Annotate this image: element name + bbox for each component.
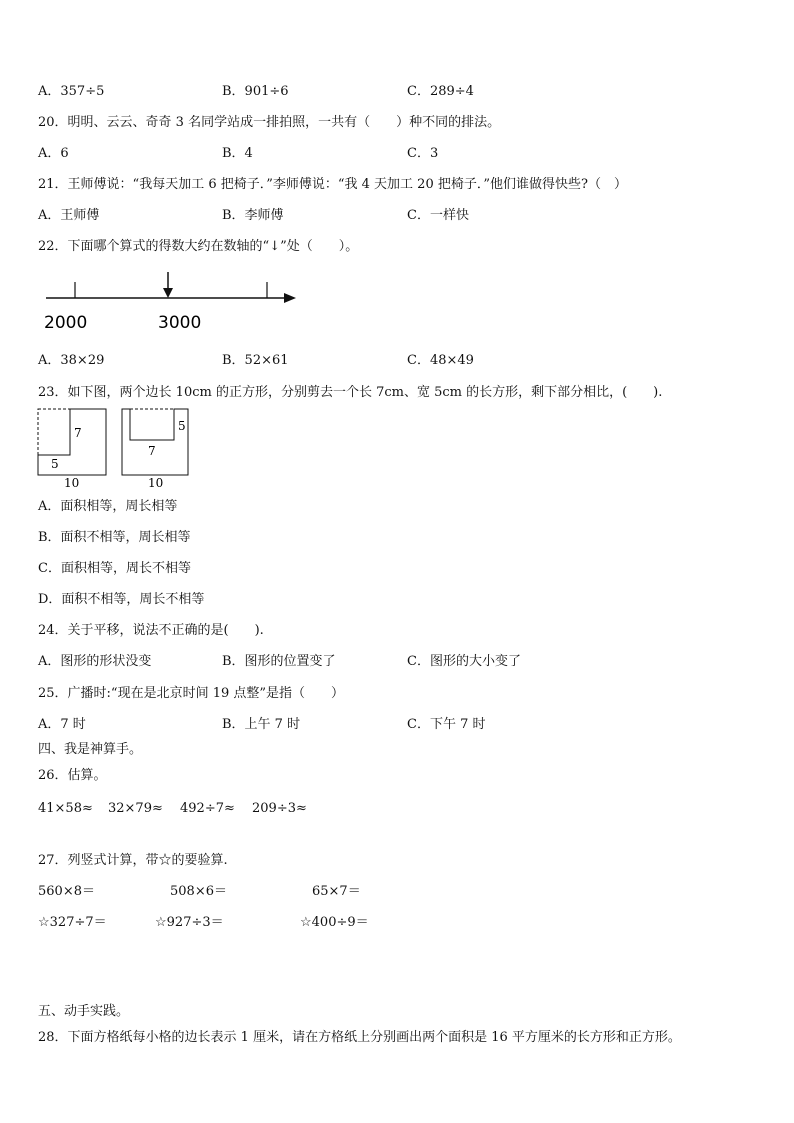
section5-title: 五、动手实践。 xyxy=(38,1004,130,1019)
square1-cut-dashed xyxy=(38,409,70,455)
q22-option-b: B．52×61 xyxy=(222,353,289,368)
q26-item-2: 32×79≈ xyxy=(108,801,163,816)
q21-question: 21．王师傅说：“我每天加工 6 把椅子．”李师傅说：“我 4 天加工 20 把椅子．”他们谁做得快些?（ ） xyxy=(38,177,627,192)
axis-label-3000: 3000 xyxy=(158,313,202,333)
square-figure-1 xyxy=(38,409,106,490)
number-line-figure xyxy=(38,268,308,338)
section4-title: 四、我是神算手。 xyxy=(38,742,143,757)
q25-option-a: A．7 时 xyxy=(38,717,86,732)
square-figures xyxy=(34,405,204,491)
q26-question: 26．估算。 xyxy=(38,768,107,783)
q22-option-c: C．48×49 xyxy=(407,353,474,368)
q27-row2-item-2: ☆927÷3＝ xyxy=(155,915,224,930)
q23-question: 23．如下图，两个边长 10cm 的正方形，分别剪去一个长 7cm、宽 5cm 的长方形，剩下部分相比，( ). xyxy=(38,385,663,400)
square-figure-2 xyxy=(122,409,188,490)
q27-question: 27．列竖式计算，带☆的要验算. xyxy=(38,853,228,868)
square1-label-7: 7 xyxy=(74,426,82,440)
axis-label-2000: 2000 xyxy=(44,313,88,333)
q26-item-3: 492÷7≈ xyxy=(180,801,235,816)
q27-row1-item-1: 560×8＝ xyxy=(38,884,95,899)
q22-question: 22．下面哪个算式的得数大约在数轴的“↓”处（ ）。 xyxy=(38,239,359,254)
q24-option-c: C．图形的大小变了 xyxy=(407,654,521,669)
square1-remaining xyxy=(38,409,106,475)
square2-label-5: 5 xyxy=(178,419,186,433)
q20-option-c: C．3 xyxy=(407,146,439,161)
q21-option-b: B．李师傅 xyxy=(222,208,284,223)
q26-item-1: 41×58≈ xyxy=(38,801,93,816)
square1-label-10: 10 xyxy=(64,476,80,490)
q21-option-a: A．王师傅 xyxy=(38,208,100,223)
q23-option-c: C．面积相等，周长不相等 xyxy=(38,561,191,576)
q19-option-b: B．901÷6 xyxy=(222,84,289,99)
q19-option-a: A．357÷5 xyxy=(38,84,105,99)
q19-option-c: C．289÷4 xyxy=(407,84,474,99)
down-arrow-icon xyxy=(163,288,173,298)
q27-row1-item-2: 508×6＝ xyxy=(170,884,227,899)
q25-question: 25．广播时:“现在是北京时间 19 点整”是指（ ） xyxy=(38,686,345,701)
q20-option-a: A．6 xyxy=(38,146,69,161)
q24-option-a: A．图形的形状没变 xyxy=(38,654,152,669)
q22-option-a: A．38×29 xyxy=(38,353,105,368)
number-line-arrowhead xyxy=(284,293,296,303)
q25-option-c: C．下午 7 时 xyxy=(407,717,486,732)
q27-row1-item-3: 65×7＝ xyxy=(312,884,361,899)
q25-option-b: B．上午 7 时 xyxy=(222,717,301,732)
q23-option-a: A．面积相等，周长相等 xyxy=(38,499,178,514)
square1-label-5: 5 xyxy=(51,457,59,471)
q27-row2-item-3: ☆400÷9＝ xyxy=(300,915,369,930)
q20-option-b: B．4 xyxy=(222,146,253,161)
square2-label-10: 10 xyxy=(148,476,164,490)
q28-question: 28．下面方格纸每小格的边长表示 1 厘米，请在方格纸上分别画出两个面积是 16 平方厘米的长方形和正方形。 xyxy=(38,1030,681,1045)
q23-option-d: D．面积不相等，周长不相等 xyxy=(38,592,205,607)
q24-option-b: B．图形的位置变了 xyxy=(222,654,336,669)
q20-question: 20．明明、云云、奇奇 3 名同学站成一排拍照，一共有（ ）种不同的排法。 xyxy=(38,115,501,130)
q24-question: 24．关于平移，说法不正确的是( ). xyxy=(38,623,264,638)
q26-item-4: 209÷3≈ xyxy=(252,801,307,816)
q27-row2-item-1: ☆327÷7＝ xyxy=(38,915,107,930)
q23-option-b: B．面积不相等，周长相等 xyxy=(38,530,191,545)
q21-option-c: C．一样快 xyxy=(407,208,469,223)
square2-label-7: 7 xyxy=(148,444,156,458)
